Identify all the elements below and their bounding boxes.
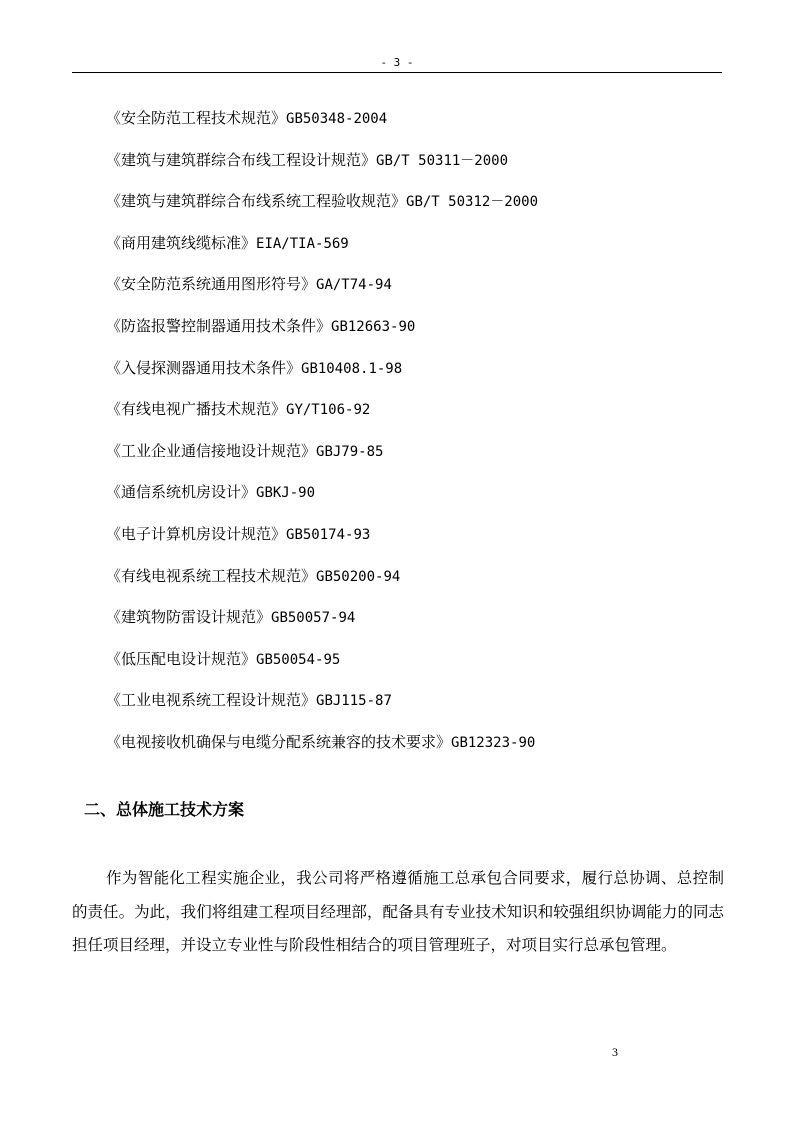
list-item [106,229,726,271]
list-item [106,728,726,770]
standard-title: 《商用建筑线缆标准》 [106,233,257,252]
list-item [106,354,726,396]
standard-code: GB50054-95 [256,651,341,668]
list-item [106,187,726,229]
standard-code: GB50200-94 [316,568,401,585]
standard-code: GY/T106-92 [286,402,371,419]
list-item [106,645,726,687]
standard-title: 《工业企业通信接地设计规范》 [106,441,317,460]
standard-code: GBJ79-85 [316,443,384,460]
standard-title: 《有线电视系统工程技术规范》 [106,566,317,585]
list-item [106,520,726,562]
standard-title: 《电子计算机房设计规范》 [106,524,287,543]
standard-title: 《安全防范系统通用图形符号》 [106,275,317,294]
standard-code: GB/T 50312－2000 [406,194,539,211]
list-item [106,146,726,188]
standard-code: GA/T74-94 [316,277,392,294]
footer-page-number: 3 [612,1045,618,1059]
list-item [106,437,726,479]
standard-title: 《电视接收机确保与电缆分配系统兼容的技术要求》 [106,732,452,751]
list-item [106,104,726,146]
standard-code: GBJ115-87 [316,693,392,710]
standard-title: 《入侵探测器通用技术条件》 [106,358,302,377]
standard-code: GB50348-2004 [286,111,388,127]
header-divider [72,72,722,73]
standard-code: EIA/TIA-569 [256,235,349,252]
header-page-marker: - 3 - [380,56,414,69]
standard-title: 《安全防范工程技术规范》 [106,109,287,127]
standard-title: 《建筑与建筑群综合布线工程设计规范》 [106,150,377,169]
standard-title: 《低压配电设计规范》 [106,649,257,668]
standard-code: GB12663-90 [331,318,416,335]
list-item [106,562,726,604]
standard-title: 《建筑物防雷设计规范》 [106,608,272,627]
standard-code: GBKJ-90 [256,485,316,502]
standard-code: GB50174-93 [286,526,371,543]
reference-standards-list [106,104,726,770]
list-item [106,312,726,354]
standard-code: GB10408.1-98 [301,360,403,377]
section-heading: 二、总体施工技术方案 [84,800,245,819]
list-item [106,270,726,312]
standard-code: GB50057-94 [271,610,356,627]
list-item [106,395,726,437]
standard-title: 《有线电视广播技术规范》 [106,400,287,419]
standard-code: GB12323-90 [451,734,536,751]
standard-title: 《建筑与建筑群综合布线系统工程验收规范》 [106,192,407,211]
standard-title: 《通信系统机房设计》 [106,483,257,502]
standard-title: 《工业电视系统工程设计规范》 [106,691,317,710]
list-item [106,686,726,728]
standard-title: 《防盗报警控制器通用技术条件》 [106,316,332,335]
body-paragraph: 作为智能化工程实施企业，我公司将严格遵循施工总承包合同要求，履行总协调、总控制的责任。为此，我们将组建工程项目经理部，配备具有专业技术知识和较强组织协调能力的同志担任项目经理，并设立专业性与阶段性相结合的项目管理班子，对项目实行总承包管理。 [72,869,724,955]
list-item [106,478,726,520]
standard-code: GB/T 50311－2000 [376,152,509,169]
list-item [106,603,726,645]
